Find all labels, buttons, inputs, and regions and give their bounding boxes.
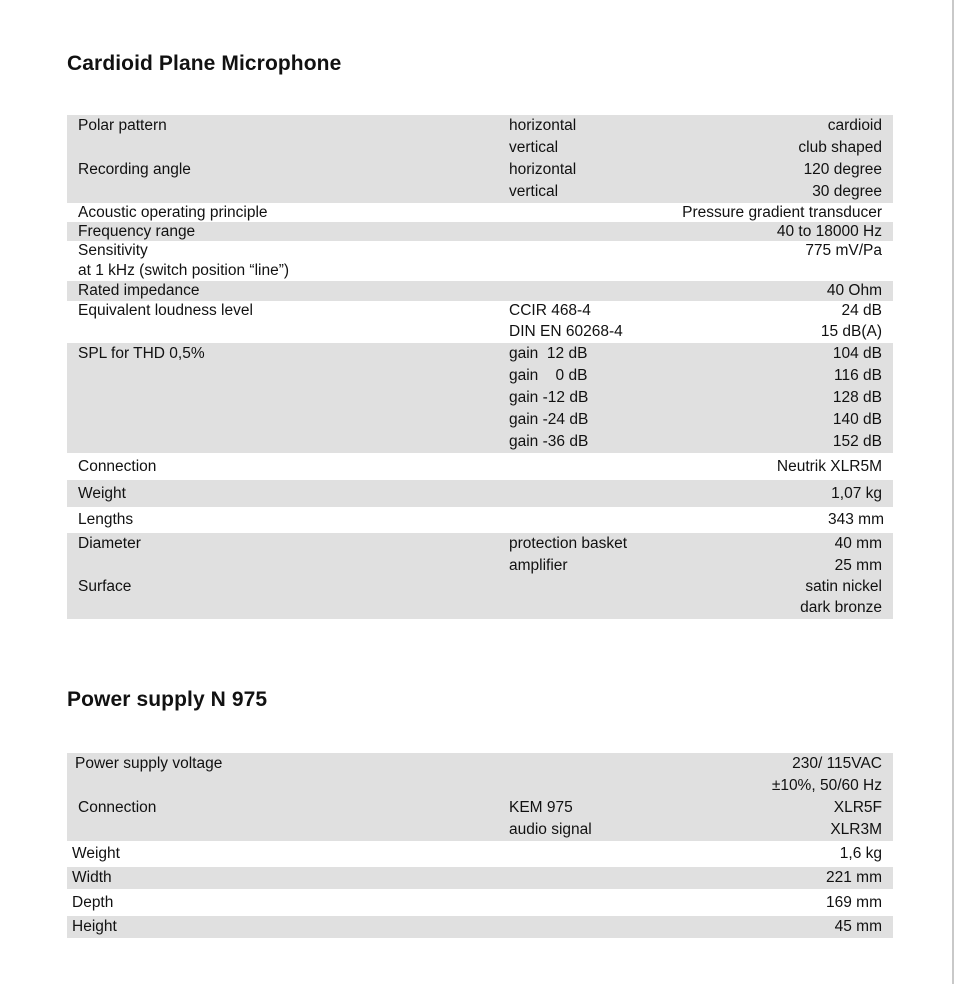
section-title-power-supply: Power supply N 975: [67, 688, 268, 711]
spec-condition: horizontal: [509, 117, 577, 134]
spec-value: 230/ 115VAC: [792, 755, 882, 772]
spec-row-ps-height: [67, 916, 893, 938]
spec-row-acoustic-principle: [67, 203, 893, 222]
spec-condition: gain -24 dB: [509, 411, 589, 428]
spec-label: Width: [72, 869, 112, 886]
spec-label: Diameter: [78, 535, 141, 552]
spec-condition: amplifier: [509, 557, 568, 574]
section-title-microphone: Cardioid Plane Microphone: [67, 52, 342, 75]
spec-condition: gain 12 dB: [509, 345, 588, 362]
spec-value: 221 mm: [826, 869, 882, 886]
spec-condition: DIN EN 60268-4: [509, 323, 623, 340]
spec-row-spl-thd: [67, 343, 893, 453]
spec-value: club shaped: [798, 139, 882, 156]
spec-value: 116 dB: [834, 367, 882, 384]
spec-row-recording-angle: [67, 159, 893, 203]
spec-row-frequency-range: [67, 222, 893, 241]
spec-label: Surface: [78, 578, 132, 595]
spec-condition: CCIR 468-4: [509, 302, 591, 319]
spec-value: 1,07 kg: [831, 485, 882, 502]
spec-row-lengths: [67, 507, 893, 533]
spec-label: SPL for THD 0,5%: [78, 345, 205, 362]
spec-row-surface: [67, 577, 893, 619]
spec-value: satin nickel: [805, 578, 882, 595]
spec-value: 169 mm: [826, 894, 882, 911]
spec-condition: gain -12 dB: [509, 389, 589, 406]
power-supply-spec-table: [67, 753, 893, 938]
spec-value: 128 dB: [832, 389, 882, 406]
spec-value: 1,6 kg: [839, 845, 882, 862]
spec-condition: audio signal: [509, 821, 592, 838]
spec-label: Polar pattern: [78, 117, 167, 134]
spec-value: 24 dB: [841, 302, 882, 319]
spec-label: Acoustic operating principle: [78, 204, 268, 221]
spec-value: 40 mm: [834, 535, 882, 552]
spec-value: 30 degree: [812, 183, 882, 200]
page-edge-divider: [952, 0, 954, 984]
spec-value: Neutrik XLR5M: [776, 458, 882, 475]
spec-label: Connection: [78, 458, 157, 475]
spec-condition: gain 0 dB: [509, 367, 588, 384]
spec-label: Equivalent loudness level: [78, 302, 253, 319]
spec-label: Depth: [72, 894, 114, 911]
spec-row-sensitivity: [67, 241, 893, 281]
spec-row-connection: [67, 453, 893, 480]
spec-row-polar-pattern: [67, 115, 893, 159]
spec-condition: protection basket: [509, 535, 628, 552]
spec-label: Sensitivity: [78, 242, 148, 259]
spec-condition: vertical: [509, 139, 559, 156]
spec-label: Weight: [72, 845, 120, 862]
spec-value: XLR3M: [830, 821, 882, 838]
spec-row-loudness-level: [67, 301, 893, 343]
spec-value: ±10%, 50/60 Hz: [771, 777, 882, 794]
spec-row-rated-impedance: [67, 281, 893, 301]
microphone-spec-table: [67, 115, 893, 619]
spec-label: Lengths: [78, 511, 134, 528]
spec-row-ps-width: [67, 867, 893, 889]
spec-value: XLR5F: [833, 799, 882, 816]
spec-condition: KEM 975: [509, 799, 573, 816]
spec-row-ps-connection: [67, 797, 893, 841]
spec-row-supply-voltage: [67, 753, 893, 797]
spec-value: dark bronze: [800, 599, 882, 616]
spec-label: Frequency range: [78, 223, 196, 240]
spec-value: 45 mm: [834, 918, 882, 935]
spec-value: 343 mm: [828, 511, 884, 528]
spec-value: 25 mm: [834, 557, 882, 574]
spec-value: 775 mV/Pa: [805, 242, 882, 259]
spec-condition: horizontal: [509, 161, 577, 178]
spec-value: 40 to 18000 Hz: [776, 223, 882, 240]
spec-value: 40 Ohm: [826, 282, 882, 299]
spec-label: at 1 kHz (switch position “line”): [78, 262, 290, 279]
spec-label: Height: [72, 918, 117, 935]
spec-value: Pressure gradient transducer: [682, 204, 882, 221]
spec-value: 104 dB: [832, 345, 882, 362]
spec-condition: vertical: [509, 183, 559, 200]
spec-condition: gain -36 dB: [509, 433, 589, 450]
spec-label: Weight: [78, 485, 126, 502]
spec-label: Connection: [78, 799, 157, 816]
spec-row-ps-depth: [67, 889, 893, 916]
spec-value: 15 dB(A): [820, 323, 882, 340]
spec-value: 120 degree: [803, 161, 882, 178]
spec-row-ps-weight: [67, 841, 893, 867]
spec-label: Recording angle: [78, 161, 191, 178]
spec-label: Power supply voltage: [75, 755, 223, 772]
spec-value: cardioid: [827, 117, 882, 134]
spec-label: Rated impedance: [78, 282, 200, 299]
spec-value: 152 dB: [832, 433, 882, 450]
spec-row-weight: [67, 480, 893, 507]
spec-value: 140 dB: [832, 411, 882, 428]
spec-row-diameter: [67, 533, 893, 577]
